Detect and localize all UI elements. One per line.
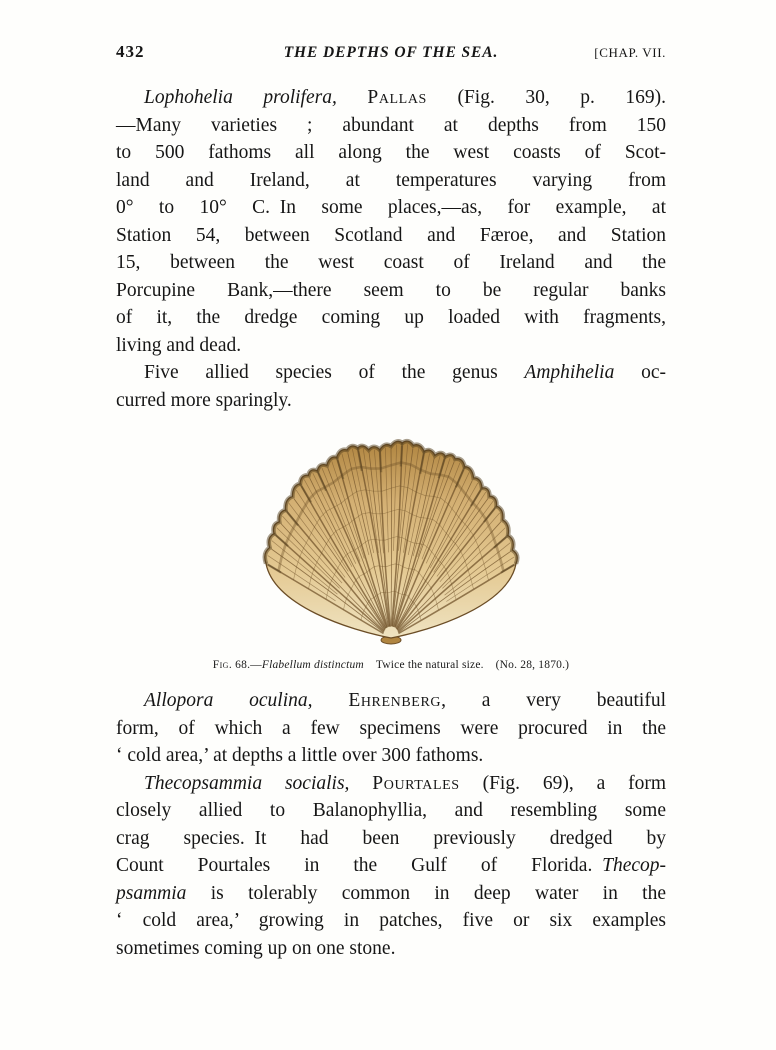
text-line	[116, 84, 666, 112]
text-segment: curred more sparingly.	[116, 389, 292, 411]
text-segment: crag species. It had been previously dredged by	[116, 827, 666, 849]
running-title: THE DEPTHS OF THE SEA.	[283, 44, 499, 61]
text-line	[116, 907, 666, 935]
paragraph	[116, 687, 666, 770]
text-segment: 0° to 10° C. In some places,—as, for example, at	[116, 197, 666, 218]
text-segment: Five allied species of the genus	[144, 362, 525, 383]
text-segment: form, of which a few specimens were procured in the	[116, 717, 666, 739]
chapter-label: [CHAP. VII.	[594, 45, 666, 60]
text-segment: , a very beautiful	[441, 690, 666, 711]
text-segment: of it, the dredge coming up loaded with fragments,	[116, 307, 666, 328]
text-segment: Ehrenberg	[348, 690, 442, 711]
text-line	[116, 167, 666, 195]
text-line	[116, 249, 666, 277]
page-number: 432	[116, 42, 145, 61]
text-line	[116, 387, 666, 415]
text-segment: Thecopsammia socialis,	[144, 772, 350, 794]
text-segment: Count Pourtales in the Gulf of Florida.	[116, 855, 603, 876]
text-segment	[349, 773, 372, 794]
text-line	[116, 852, 666, 880]
text-segment: sometimes coming up on one stone.	[116, 937, 396, 959]
body-text-top	[116, 84, 666, 414]
paragraph	[116, 84, 666, 359]
text-segment: living and dead.	[116, 334, 242, 356]
text-segment: Fig.	[212, 659, 233, 671]
coral-figure	[116, 426, 666, 671]
text-segment	[313, 690, 349, 711]
text-segment: —Many varieties ; abundant at depths from 150	[116, 114, 666, 136]
text-line	[116, 304, 666, 332]
flabellum-coral-illustration	[231, 426, 551, 646]
text-line	[116, 222, 666, 250]
text-segment: Allopora oculina,	[144, 690, 313, 711]
text-segment: oc-	[614, 362, 666, 383]
text-segment: Thecop-	[602, 855, 666, 876]
text-line	[116, 825, 666, 853]
text-segment: 15, between the west coast of Ireland and the	[116, 252, 666, 273]
text-segment: Station 54, between Scotland and Færoe, and Station	[116, 224, 666, 246]
text-line	[116, 742, 666, 770]
text-segment: ‘ cold area,’ at depths a little over 300 fathoms.	[116, 745, 484, 766]
text-line	[116, 935, 666, 963]
page-content	[116, 42, 666, 962]
text-line	[116, 797, 666, 825]
body-text-bottom	[116, 687, 666, 962]
text-segment: Porcupine Bank,—there seem to be regular banks	[116, 279, 666, 301]
text-segment: ‘ cold area,’ growing in patches, five or six examples	[116, 910, 666, 931]
text-line	[116, 770, 666, 798]
text-segment: Pourtales	[372, 772, 460, 794]
text-segment: is tolerably common in deep water in the	[186, 882, 666, 904]
text-line	[116, 277, 666, 305]
text-line	[116, 194, 666, 222]
text-segment: psammia	[116, 882, 187, 904]
text-segment: Twice the natural size. (No. 28, 1870.)	[363, 659, 570, 671]
text-segment: Flabellum distinctum	[261, 659, 364, 671]
text-line	[116, 687, 666, 715]
text-segment: Pallas	[367, 87, 427, 108]
running-header	[116, 42, 666, 62]
text-segment: closely allied to Balanophyllia, and resembling some	[116, 800, 666, 821]
text-segment: to 500 fathoms all along the west coasts of Scot-	[116, 142, 666, 163]
text-line	[116, 332, 666, 360]
text-segment: (Fig. 69), a form	[459, 772, 667, 794]
text-segment: Lophohelia prolifera,	[144, 87, 337, 108]
text-segment	[337, 87, 368, 108]
text-line	[116, 880, 666, 908]
text-line	[116, 715, 666, 743]
text-line	[116, 359, 666, 387]
text-segment: 68.—	[232, 659, 262, 671]
text-line	[116, 112, 666, 140]
paragraph	[116, 770, 666, 963]
text-line	[116, 139, 666, 167]
text-segment: Amphihelia	[524, 362, 615, 383]
figure-caption	[116, 659, 666, 671]
text-segment: (Fig. 30, p. 169).	[426, 87, 667, 108]
paragraph	[116, 359, 666, 414]
text-segment: land and Ireland, at temperatures varying from	[116, 169, 666, 191]
